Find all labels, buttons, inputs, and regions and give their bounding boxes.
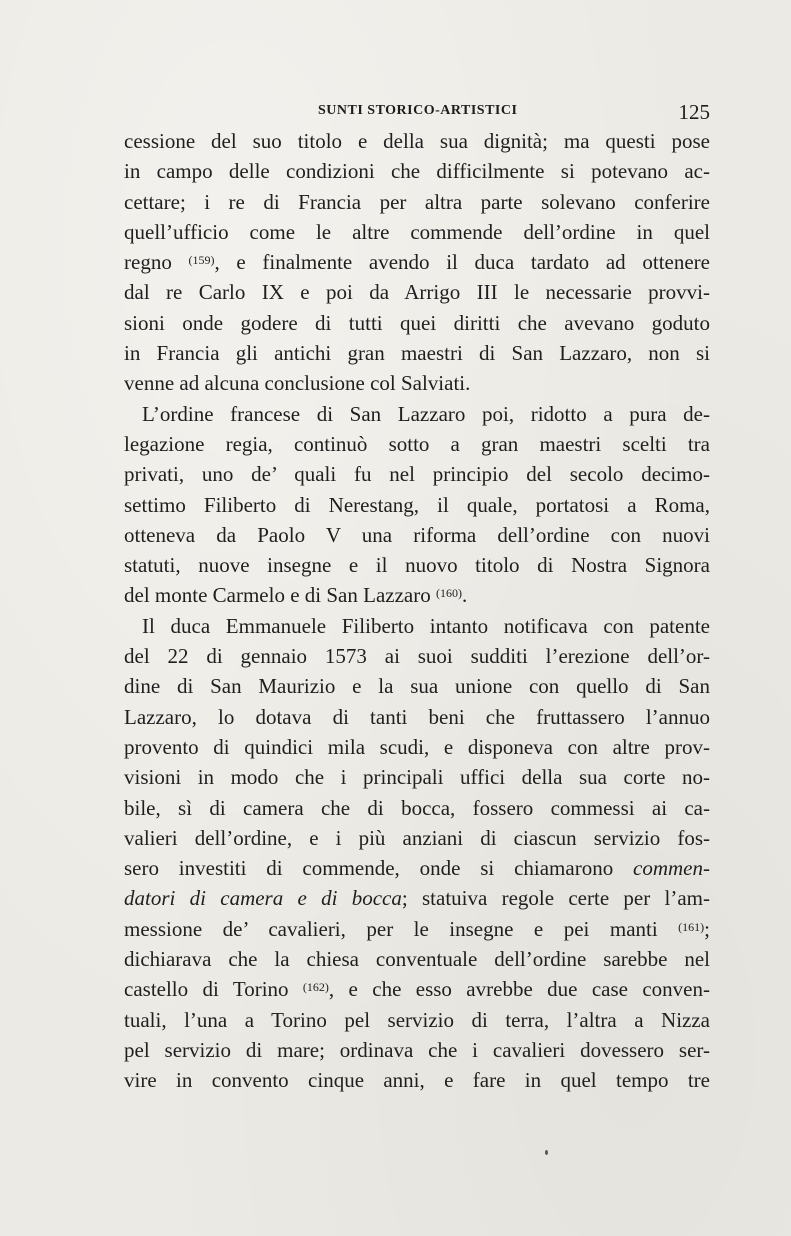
text-line: dichiarava che la chiesa conventuale dell’ordine sarebbe nel — [124, 947, 710, 972]
text-run: . — [461, 583, 468, 608]
text-line: sioni onde godere di tutti quei diritti che avevano goduto — [124, 310, 710, 335]
text-line: pel servizio di mare; ordinava che i cavalieri dovessero ser- — [124, 1037, 710, 1062]
text-run: messione de’ cavalieri, per le insegne e pei manti — [124, 916, 679, 941]
text-line: provento di quindici mila scudi, e disponeva con altre prov- — [124, 734, 710, 759]
footnote-ref-162: (162) — [302, 980, 329, 995]
body-text — [124, 126, 710, 1096]
text-line: del 22 di gennaio 1573 ai suoi sudditi l’erezione dell’or- — [124, 644, 710, 669]
text-line: privati, uno de’ quali fu nel principio del secolo decimo- — [124, 462, 710, 487]
text-run: , e che esso avrebbe due case conven- — [328, 977, 710, 1002]
text-line: visioni in modo che i principali uffici della sua corte no- — [124, 765, 710, 790]
text-line: venne ad alcuna conclusione col Salviati. — [124, 371, 471, 396]
text-line — [124, 914, 710, 944]
page-number: 125 — [678, 100, 710, 124]
text-line: dine di San Maurizio e la sua unione con quello di San — [124, 674, 710, 699]
text-line: vire in convento cinque anni, e fare in quel tempo tre — [124, 1068, 710, 1093]
footnote-ref-159: (159) — [188, 253, 215, 268]
text-line: valieri dell’ordine, e i più anziani di ciascun servizio fos- — [124, 825, 710, 850]
italic-run: datori di camera e di bocca — [124, 886, 402, 911]
text-line — [124, 580, 710, 610]
text-line: settimo Filiberto di Nerestang, il quale, portatosi a Roma, — [124, 492, 710, 517]
text-line: sero investiti di commende, onde si chiamarono commen- — [124, 856, 710, 881]
text-line: bile, sì di camera che di bocca, fossero commessi ai ca- — [124, 795, 710, 820]
text-line — [124, 974, 710, 1004]
text-line — [124, 247, 710, 277]
text-line: in Francia gli antichi gran maestri di San Lazzaro, non si — [124, 341, 710, 366]
footnote-ref-161: (161) — [678, 919, 705, 934]
text-run: ; — [704, 916, 710, 941]
text-line: statuti, nuove insegne e il nuovo titolo di Nostra Signora — [124, 553, 710, 578]
text-run: castello di Torino — [124, 977, 303, 1002]
text-line: dal re Carlo IX e poi da Arrigo III le necessarie provvi- — [124, 280, 710, 305]
text-line: Lazzaro, lo dotava di tanti beni che fruttassero l’annuo — [124, 704, 710, 729]
text-line: L’ordine francese di San Lazzaro poi, ridotto a pura de- — [142, 401, 710, 426]
ink-speck — [545, 1150, 548, 1155]
footnote-ref-160: (160) — [435, 586, 462, 601]
text-line: cettare; i re di Francia per altra parte solevano conferire — [124, 189, 710, 214]
text-run: , e finalmente avendo il duca tardato ad ottenere — [214, 250, 710, 275]
text-line: in campo delle condizioni che difficilmente si potevano ac- — [124, 159, 710, 184]
running-title: SUNTI STORICO-ARTISTICI — [318, 103, 518, 118]
text-line: quell’ufficio come le altre commende dell’ordine in quel — [124, 219, 710, 244]
text-line: Il duca Emmanuele Filiberto intanto notificava con patente — [142, 613, 710, 638]
text-line: otteneva da Paolo V una riforma dell’ordine con nuovi — [124, 522, 710, 547]
text-line: datori di camera e di bocca; statuiva regole certe per l’am- — [124, 886, 710, 911]
text-line: legazione regia, continuò sotto a gran maestri scelti tra — [124, 431, 710, 456]
italic-run: commen- — [633, 856, 710, 881]
text-line: tuali, l’una a Torino pel servizio di terra, l’altra a Nizza — [124, 1007, 710, 1032]
text-line: cessione del suo titolo e della sua dignità; ma questi pose — [124, 129, 710, 153]
text-run: regno — [124, 250, 189, 275]
text-run: del monte Carmelo e di San Lazzaro — [124, 583, 436, 608]
running-header — [318, 100, 718, 126]
